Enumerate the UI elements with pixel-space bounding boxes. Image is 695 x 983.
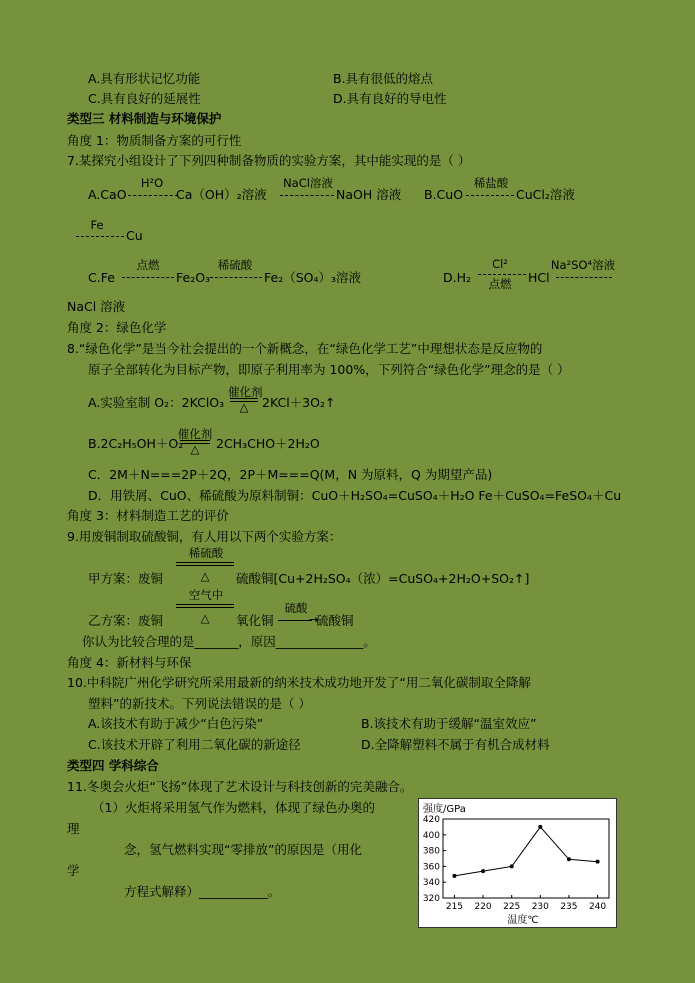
q7-b-arrow2 [76, 236, 124, 237]
prev-option-d: D.具有良好的导电性 [333, 91, 447, 106]
q7-a-arrow2 [280, 195, 334, 196]
chart-ytick-label: 400 [422, 830, 440, 841]
q7-c-end: Fe₂（SO₄）₃溶液 [264, 270, 362, 285]
q9-question: 你认为比较合理的是_______，原因______________。 [82, 634, 376, 649]
q8-option-b-left: B.2C₂H₅OH＋O₂ [88, 436, 184, 451]
q7-d-start: D.H₂ [443, 270, 472, 285]
q7-c-mid: Fe₂O₃ [176, 270, 211, 285]
q7-a-arrow1 [128, 195, 178, 196]
q7-c-arrow2 [210, 277, 262, 278]
q9-yi-condition: 空气中 [188, 588, 224, 602]
q8-option-a-catalyst: 催化剂 [228, 385, 263, 399]
chart-ytick-label: 420 [422, 815, 440, 825]
q10-option-d: D.全降解塑料不属于有机合成材料 [361, 737, 550, 752]
q9-yi-right: 硫酸铜 [316, 613, 354, 628]
chart-data-point [452, 874, 456, 878]
chart-xtick-label: 240 [588, 902, 607, 912]
q9-jia-label: 甲方案：废铜 [88, 571, 164, 586]
q11-stem: 11.冬奥会火炬“飞扬”体现了艺术设计与科技创新的完美融合。 [67, 779, 413, 794]
q10-option-b: B.该技术有助于缓解“温室效应” [361, 716, 537, 731]
q9-yi-label: 乙方案：废铜 [88, 613, 164, 628]
q8-option-d: D．用铁屑、CuO、稀硫酸为原料制铜：CuO＋H₂SO₄=CuSO₄＋H₂O Fe＋CuSO₄=FeSO₄＋Cu [88, 488, 622, 503]
q8-option-b-right: 2CH₃CHO＋2H₂O [216, 436, 320, 451]
q7-d-end: NaCl 溶液 [67, 299, 126, 314]
chart-xtick-label: 225 [503, 902, 521, 912]
q9-yi-reagent2: 硫酸 [284, 601, 308, 615]
q7-d-reagent1-top: Cl² [492, 257, 508, 271]
prev-option-c: C.具有良好的延展性 [88, 91, 201, 106]
q11-part1-line3: 方程式解释）___________。 [124, 884, 281, 899]
strength-temperature-chart [418, 798, 617, 928]
q9-jia-reagent: 稀硫酸 [188, 546, 224, 560]
q8-option-a-right: 2KCl＋3O₂↑ [262, 395, 336, 410]
q9-jia-equals [176, 562, 234, 566]
q7-b-start: B.CuO [424, 187, 464, 202]
q7-b-arrow1 [466, 195, 514, 196]
q8-stem-line2: 原子全部转化为目标产物，即原子利用率为 100%，下列符合“绿色化学”理念的是（ ） [88, 362, 570, 377]
q7-d-reagent1-bottom: 点燃 [488, 277, 512, 291]
q7-d-arrow2 [556, 277, 612, 278]
q7-b-mid: CuCl₂溶液 [516, 187, 575, 202]
q7-c-reagent1: 点燃 [136, 258, 160, 272]
q11-part1-line2-wrap: 学 [67, 863, 80, 878]
q7-b-reagent1: 稀盐酸 [473, 176, 509, 190]
q9-jia-right: 硫酸铜[Cu+2H₂SO₄（浓）=CuSO₄+2H₂O+SO₂↑] [236, 571, 530, 586]
q7-a-mid: Ca（OH）₂溶液 [176, 187, 267, 202]
q11-part1-line2: 念，氢气燃料实现“零排放”的原因是（用化 [124, 842, 362, 857]
chart-ytick-label: 380 [422, 846, 440, 857]
q7-d-mid: HCl [528, 270, 550, 285]
angle2-heading: 角度 2：绿色化学 [67, 320, 167, 335]
q9-yi-heat: △ [200, 611, 210, 625]
chart-svg [419, 799, 616, 927]
angle4-heading: 角度 4：新材料与环保 [67, 655, 192, 670]
chart-xtick-label: 215 [445, 902, 464, 912]
q8-stem-line1: 8.“绿色化学”是当今社会提出的一个新概念，在“绿色化学工艺”中理想状态是反应物的 [67, 341, 543, 356]
q9-yi-equals [176, 604, 234, 608]
q8-option-c: C．2M＋N===2P＋2Q，2P＋M===Q(M，N 为原料，Q 为期望产品) [88, 467, 493, 482]
angle1-heading: 角度 1：物质制备方案的可行性 [67, 133, 242, 148]
type4-heading: 类型四 学科综合 [67, 758, 159, 773]
q7-a-reagent2: NaCl溶液 [283, 176, 333, 190]
type3-heading: 类型三 材料制造与环境保护 [67, 111, 222, 126]
chart-data-point [567, 857, 571, 861]
chart-ytick-label: 360 [422, 862, 440, 873]
q8-option-a-heat: △ [239, 400, 249, 414]
prev-option-a: A.具有形状记忆功能 [88, 71, 201, 86]
chart-xtick-label: 235 [560, 902, 578, 912]
q8-option-b-catalyst: 催化剂 [177, 427, 213, 441]
chart-ylabel: 强度/GPa [423, 804, 466, 815]
q9-yi-arrowhead: → [309, 613, 319, 626]
q9-yi-arrow [278, 620, 312, 621]
q10-stem-line1: 10.中科院广州化学研究所采用最新的纳米技术成功地开发了“用二氧化碳制取全降解 [67, 675, 531, 690]
q10-stem-line2: 塑料”的新技术。下列说法错误的是（ ） [88, 696, 311, 711]
q7-b-end: Cu [126, 228, 143, 243]
q8-option-b-heat: △ [190, 442, 200, 456]
prev-option-b: B.具有很低的熔点 [333, 71, 434, 86]
q9-jia-heat: △ [200, 569, 210, 583]
q11-part1-line1-wrap: 理 [67, 821, 80, 836]
chart-xtick-label: 230 [531, 902, 549, 912]
chart-ytick-label: 320 [422, 894, 440, 904]
chart-data-point [596, 860, 600, 864]
q7-d-reagent2: Na²SO⁴溶液 [550, 258, 616, 272]
q9-stem: 9.用废铜制取硫酸铜，有人用以下两个实验方案： [67, 529, 342, 544]
q7-stem: 7.某探究小组设计了下列四种制备物质的实验方案，其中能实现的是（ ） [67, 153, 471, 168]
chart-series-line [454, 827, 597, 876]
q7-c-start: C.Fe [88, 270, 115, 285]
chart-data-point [538, 825, 542, 829]
q7-b-reagent2: Fe [90, 218, 104, 232]
chart-data-point [481, 869, 485, 873]
q7-c-reagent2: 稀硫酸 [217, 258, 253, 272]
q9-yi-mid: 氧化铜 [236, 613, 274, 628]
q7-a-end: NaOH 溶液 [336, 187, 402, 202]
q7-d-arrow1 [478, 274, 526, 275]
q7-a-start: A.CaO [88, 187, 127, 202]
chart-xtick-label: 220 [474, 902, 492, 912]
q10-option-c: C.该技术开辟了利用二氧化碳的新途径 [88, 737, 301, 752]
q10-option-a: A.该技术有助于减少“白色污染” [88, 716, 264, 731]
q11-part1-line1: （1）火炬将采用氢气作为燃料，体现了绿色办奥的 [92, 800, 375, 815]
chart-plot-frame [443, 819, 609, 898]
q7-a-reagent1: H²O [140, 176, 164, 190]
chart-data-point [510, 864, 514, 868]
chart-ytick-label: 340 [422, 878, 440, 889]
chart-xlabel: 温度℃ [507, 915, 539, 926]
angle3-heading: 角度 3：材料制造工艺的评价 [67, 508, 229, 523]
q7-c-arrow1 [122, 277, 174, 278]
q8-option-a-left: A.实验室制 O₂：2KClO₃ [88, 395, 225, 410]
